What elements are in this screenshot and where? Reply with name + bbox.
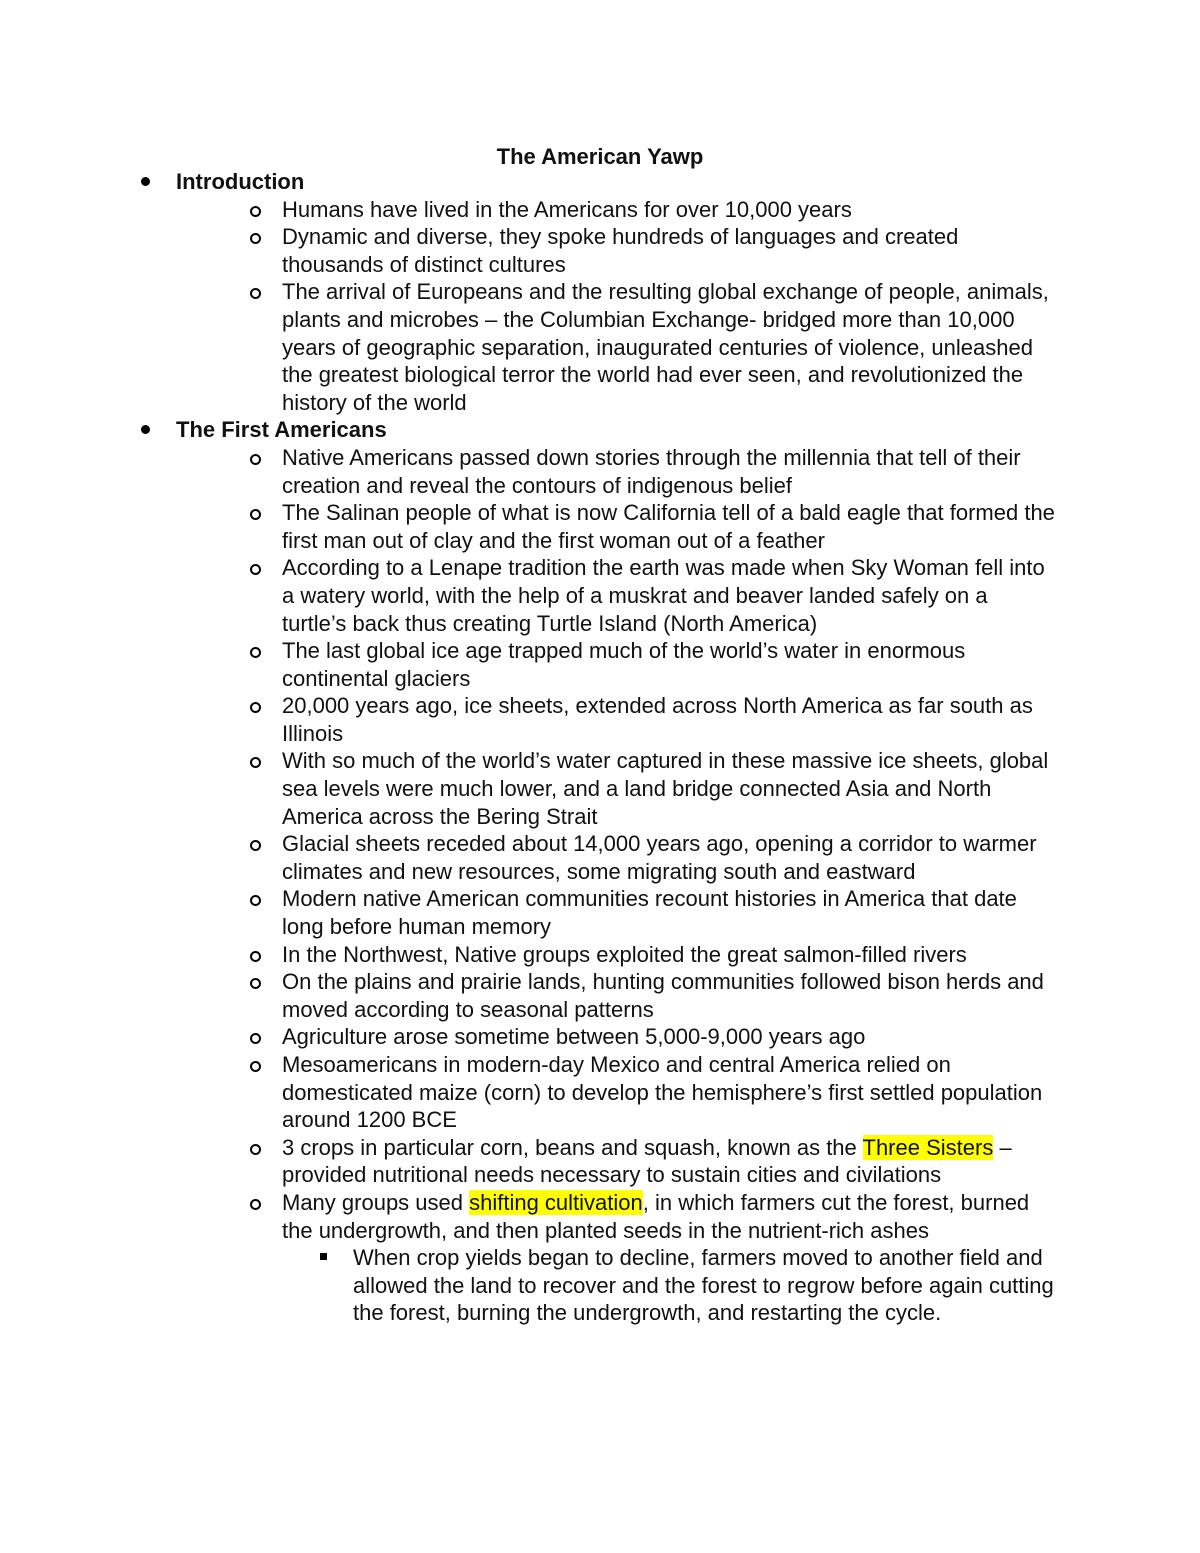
section-introduction bbox=[0, 168, 1200, 416]
list-item-text-after: – provided nutritional needs necessary to sustain cities and civilations bbox=[282, 1134, 1012, 1188]
circle-bullet-icon bbox=[250, 1061, 261, 1072]
list-item bbox=[0, 968, 1057, 1023]
circle-bullet-icon bbox=[250, 509, 261, 520]
circle-bullet-icon bbox=[250, 951, 261, 962]
document-title: The American Yawp bbox=[496, 144, 704, 169]
list-item-text: Modern native American communities recount histories in America that date long before human memory bbox=[282, 886, 1017, 940]
list-item-text-before: Many groups used bbox=[282, 1189, 470, 1215]
list-item-text: Glacial sheets receded about 14,000 years ago, opening a corridor to warmer climates and new resources, some migrating south and eastward bbox=[282, 831, 1037, 884]
list-item-text-after: , in which farmers cut the forest, burned the undergrowth, and then planted seeds in the nutrient-rich ashes bbox=[282, 1189, 1030, 1243]
list-item bbox=[0, 444, 1057, 499]
disc-bullet-icon bbox=[141, 177, 150, 186]
circle-bullet-icon bbox=[250, 1199, 261, 1210]
list-item-text: 20,000 years ago, ice sheets, extended across North America as far south as Illinois bbox=[282, 693, 1033, 746]
list-item bbox=[0, 1051, 1057, 1134]
list-item-text: With so much of the world’s water captured in these massive ice sheets, global sea levels were much lower, and a land bridge connected Asia and North America across the Bering Strait bbox=[282, 748, 1049, 829]
list-item-text: Agriculture arose sometime between 5,000-9,000 years ago bbox=[282, 1024, 866, 1050]
list-item-text: Mesoamericans in modern-day Mexico and central America relied on domesticated maize (corn) to develop the hemisphere’s first settled population around 1200 BCE bbox=[282, 1052, 1043, 1133]
list-item bbox=[0, 941, 1057, 969]
list-item bbox=[0, 278, 1057, 416]
circle-bullet-icon bbox=[250, 840, 261, 851]
list-item bbox=[0, 830, 1057, 885]
circle-bullet-icon bbox=[250, 702, 261, 713]
section-heading bbox=[0, 416, 1200, 444]
circle-bullet-icon bbox=[250, 564, 261, 575]
list-item-text: In the Northwest, Native groups exploited the great salmon-filled rivers bbox=[282, 941, 967, 967]
list-item bbox=[0, 499, 1057, 554]
circle-bullet-icon bbox=[250, 978, 261, 989]
list-item-text: Humans have lived in the Americans for over 10,000 years bbox=[282, 196, 852, 222]
list-item bbox=[0, 885, 1057, 940]
list-item bbox=[0, 554, 1057, 637]
list-item-text: The last global ice age trapped much of the world’s water in enormous continental glaciers bbox=[282, 638, 966, 691]
circle-bullet-icon bbox=[250, 1033, 261, 1044]
circle-bullet-icon bbox=[250, 757, 261, 768]
list-item bbox=[0, 1023, 1057, 1051]
list-item bbox=[0, 223, 1057, 278]
highlighted-term: shifting cultivation bbox=[469, 1189, 643, 1215]
list-item bbox=[0, 747, 1057, 830]
section-first-americans bbox=[0, 416, 1200, 1327]
list-item-text: According to a Lenape tradition the earth was made when Sky Woman fell into a watery world, with the help of a muskrat and beaver landed safely on a turtle’s back thus creating Turtle Island (North America) bbox=[282, 555, 1045, 636]
list-item-text: The arrival of Europeans and the resulting global exchange of people, animals, plants and microbes – the Columbian Exchange- bridged more than 10,000 years of geographic separation, inaugurated centuries of violence, unleashed the greatest biological terror the world had ever seen, and revolutionized the history of the world bbox=[282, 279, 1049, 415]
circle-bullet-icon bbox=[250, 1144, 261, 1155]
list-item bbox=[0, 196, 1057, 224]
sub-list-item-text: When crop yields began to decline, farmers moved to another field and allowed the land to recover and the forest to regrow before again cutting the forest, burning the undergrowth, and restarting the cycle. bbox=[353, 1245, 1054, 1326]
list-item bbox=[0, 692, 1057, 747]
circle-bullet-icon bbox=[250, 288, 261, 299]
list-item-text: The Salinan people of what is now California tell of a bald eagle that formed the first man out of clay and the first woman out of a feather bbox=[282, 500, 1055, 553]
list-item-text: On the plains and prairie lands, hunting communities followed bison herds and moved according to seasonal patterns bbox=[282, 969, 1044, 1022]
list-item-text: Native Americans passed down stories through the millennia that tell of their creation and reveal the contours of indigenous belief bbox=[282, 444, 1021, 498]
square-bullet-icon bbox=[320, 1253, 327, 1260]
circle-bullet-icon bbox=[250, 206, 261, 217]
list-item-text-before: 3 crops in particular corn, beans and squash, known as the bbox=[282, 1134, 863, 1160]
document-body bbox=[0, 168, 1200, 1327]
disc-bullet-icon bbox=[141, 425, 150, 434]
section-heading-text: The First Americans bbox=[176, 417, 387, 443]
list-item bbox=[0, 637, 1057, 692]
circle-bullet-icon bbox=[250, 895, 261, 906]
section-heading bbox=[0, 168, 1200, 196]
sub-list-item bbox=[0, 1244, 1058, 1327]
list-item bbox=[0, 1134, 1057, 1189]
circle-bullet-icon bbox=[250, 233, 261, 244]
list-item bbox=[0, 1189, 1057, 1244]
list-item-text: Dynamic and diverse, they spoke hundreds of languages and created thousands of distinct cultures bbox=[282, 224, 959, 277]
highlighted-term: Three Sisters bbox=[862, 1134, 994, 1160]
circle-bullet-icon bbox=[250, 647, 261, 658]
circle-bullet-icon bbox=[250, 454, 261, 465]
section-heading-text: Introduction bbox=[176, 169, 305, 194]
